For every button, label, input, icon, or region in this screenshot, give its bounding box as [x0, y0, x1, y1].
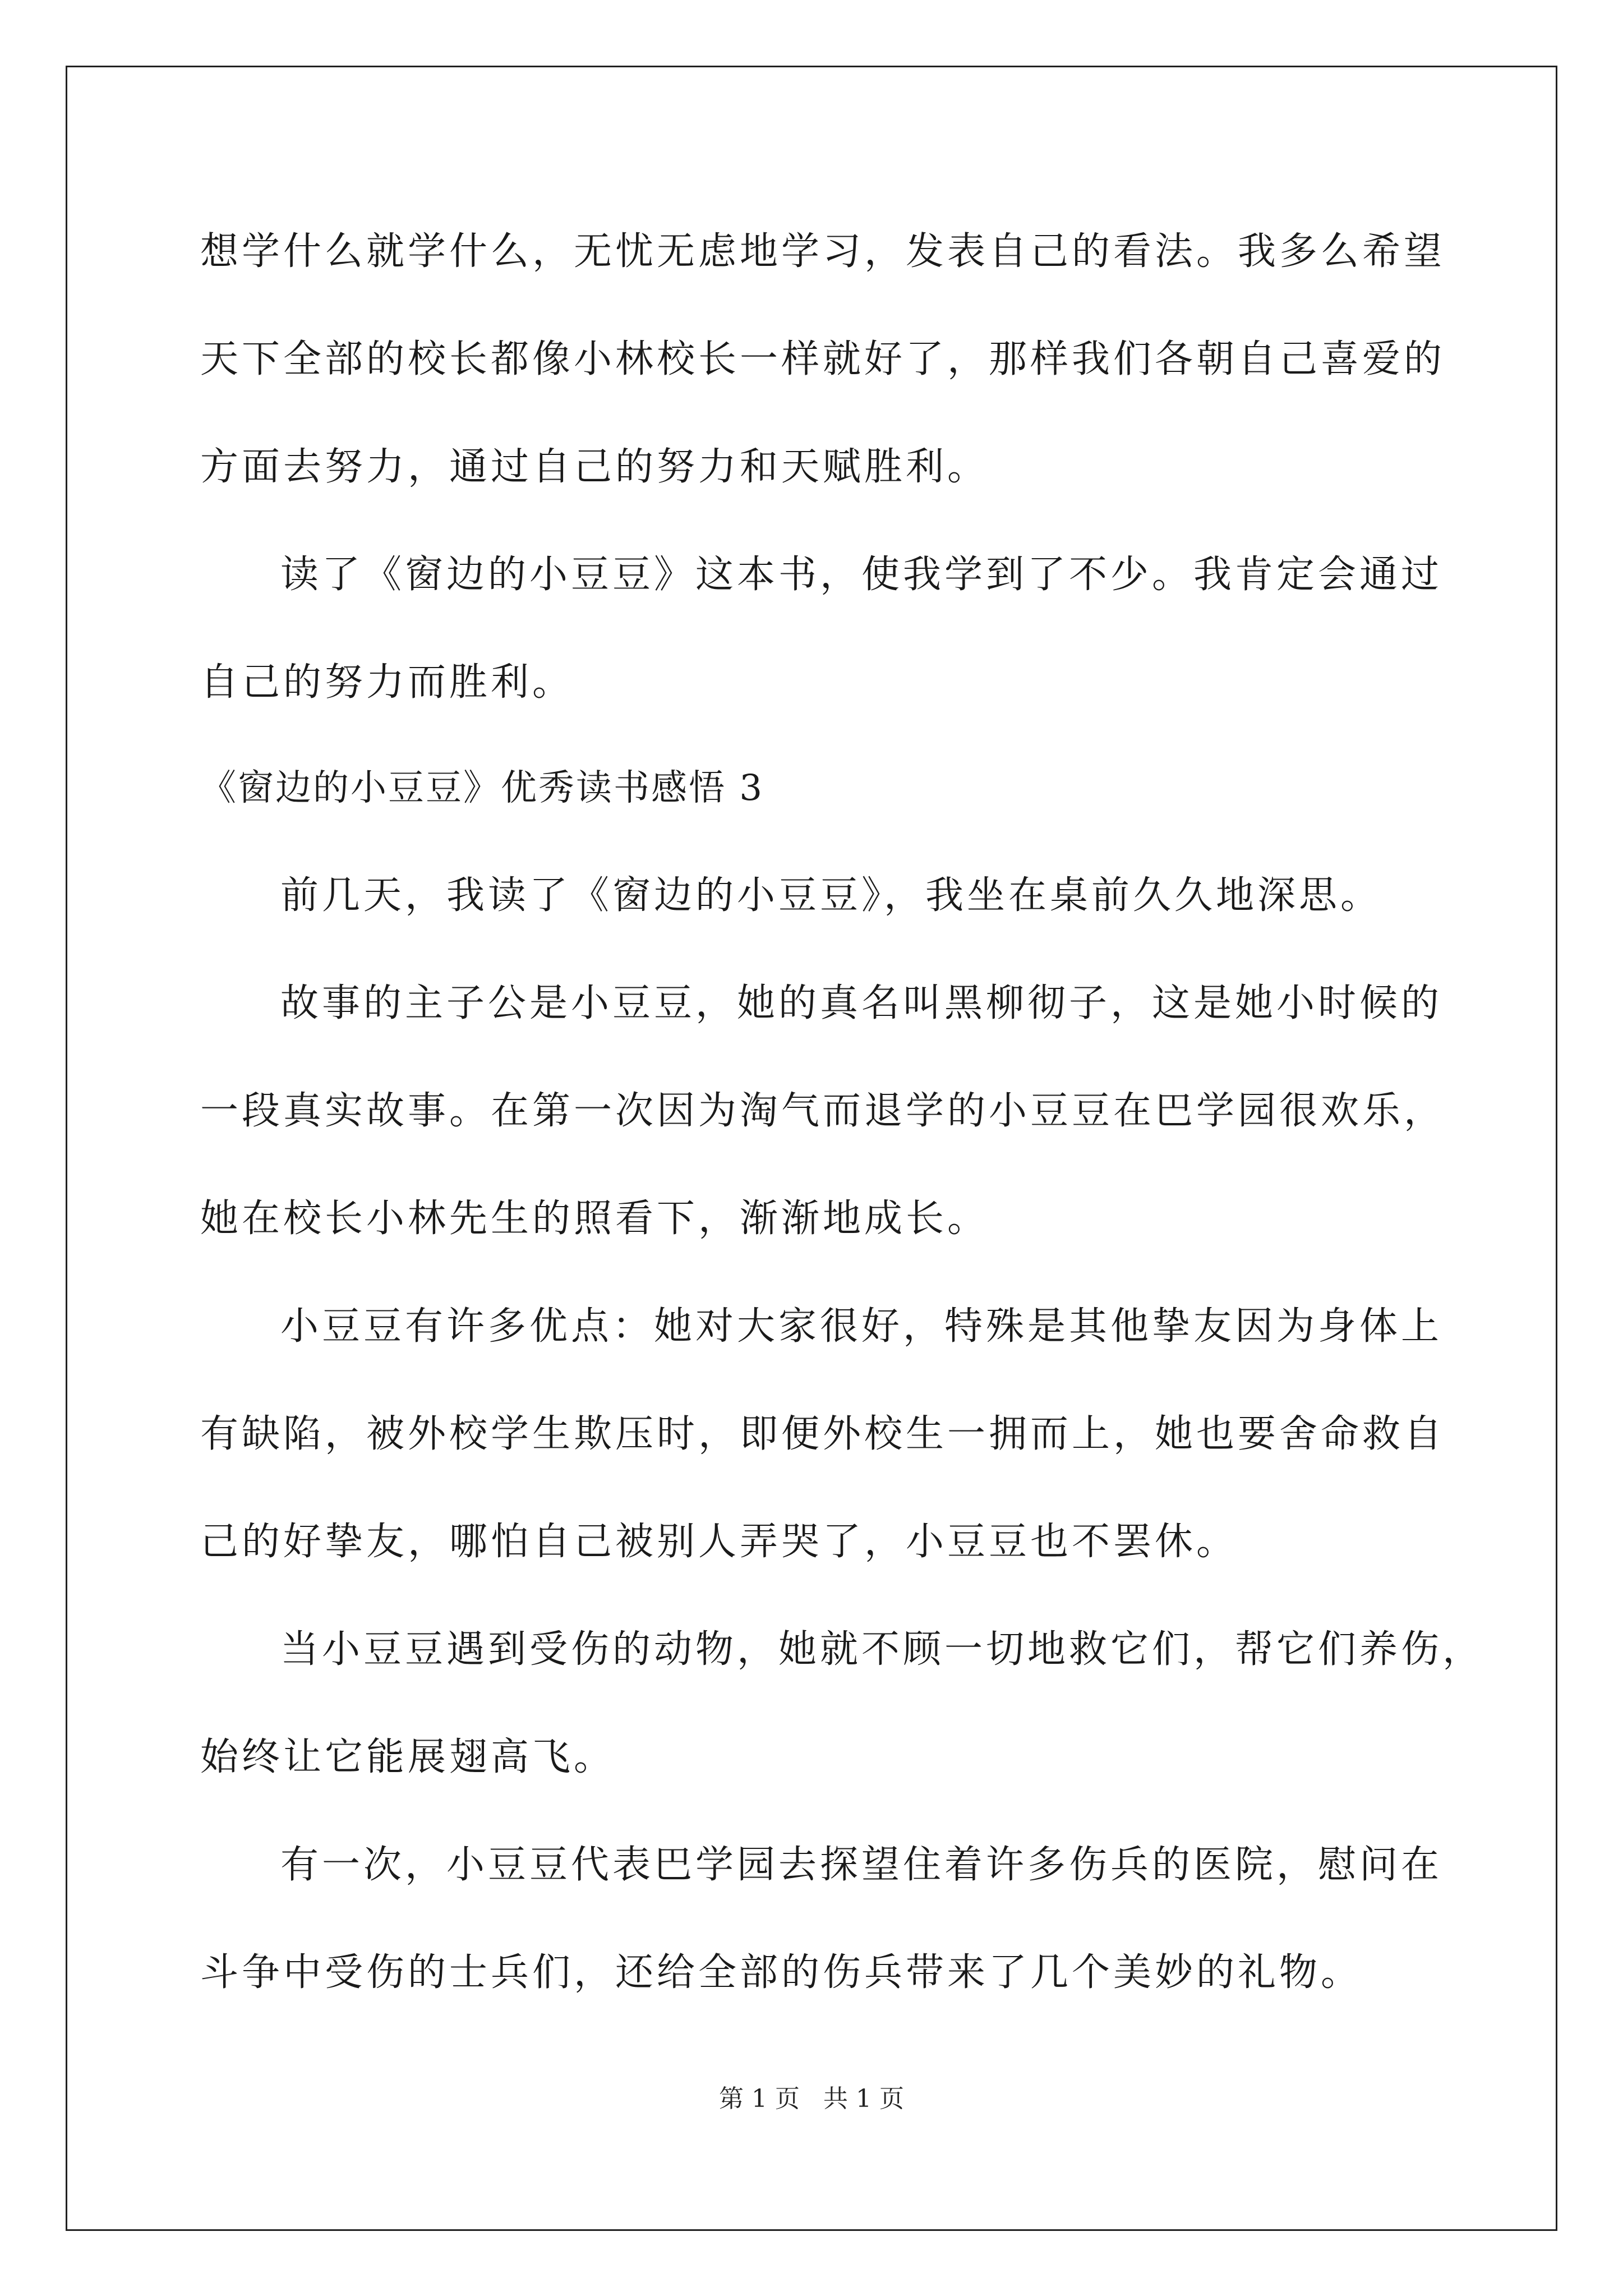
body-line-9: 一段真实故事。在第一次因为淘气而退学的小豆豆在巴学园很欢乐，: [200, 1089, 1446, 1133]
body-line-1: 想学什么就学什么，无忧无虑地学习，发表自己的看法。我多么希望: [200, 229, 1446, 274]
page-border: [66, 66, 1557, 2231]
body-line-5: 自己的努力而胜利。: [200, 660, 574, 705]
body-line-4: 读了《窗边的小豆豆》这本书，使我学到了不少。我肯定会通过: [280, 553, 1443, 597]
body-line-14: 当小豆豆遇到受伤的动物，她就不顾一切地救它们，帮它们养伤，: [280, 1627, 1484, 1672]
body-line-3: 方面去努力，通过自己的努力和天赋胜利。: [200, 445, 989, 489]
body-line-7: 前几天，我读了《窗边的小豆豆》，我坐在桌前久久地深思。: [280, 873, 1382, 918]
body-line-10: 她在校长小林先生的照看下，渐渐地成长。: [200, 1197, 989, 1241]
body-line-13: 己的好挚友，哪怕自己被别人弄哭了，小豆豆也不罢休。: [200, 1520, 1238, 1564]
body-line-17: 斗争中受伤的士兵们，还给全部的伤兵带来了几个美妙的礼物。: [200, 1950, 1363, 1995]
page-footer: 第 1 页 共 1 页: [719, 2085, 904, 2113]
body-line-15: 始终让它能展翅高飞。: [200, 1735, 616, 1779]
body-line-11: 小豆豆有许多优点：她对大家很好，特殊是其他挚友因为身体上: [280, 1304, 1443, 1349]
body-line-8: 故事的主子公是小豆豆，她的真名叫黑柳彻子，这是她小时候的: [280, 981, 1443, 1025]
body-line-12: 有缺陷，被外校学生欺压时，即便外校生一拥而上，她也要舍命救自: [200, 1412, 1446, 1456]
section-heading: 《窗边的小豆豆》优秀读书感悟 3: [200, 767, 764, 809]
body-line-16: 有一次，小豆豆代表巴学园去探望住着许多伤兵的医院，慰问在: [280, 1843, 1443, 1887]
body-line-2: 天下全部的校长都像小林校长一样就好了，那样我们各朝自己喜爱的: [200, 337, 1446, 381]
